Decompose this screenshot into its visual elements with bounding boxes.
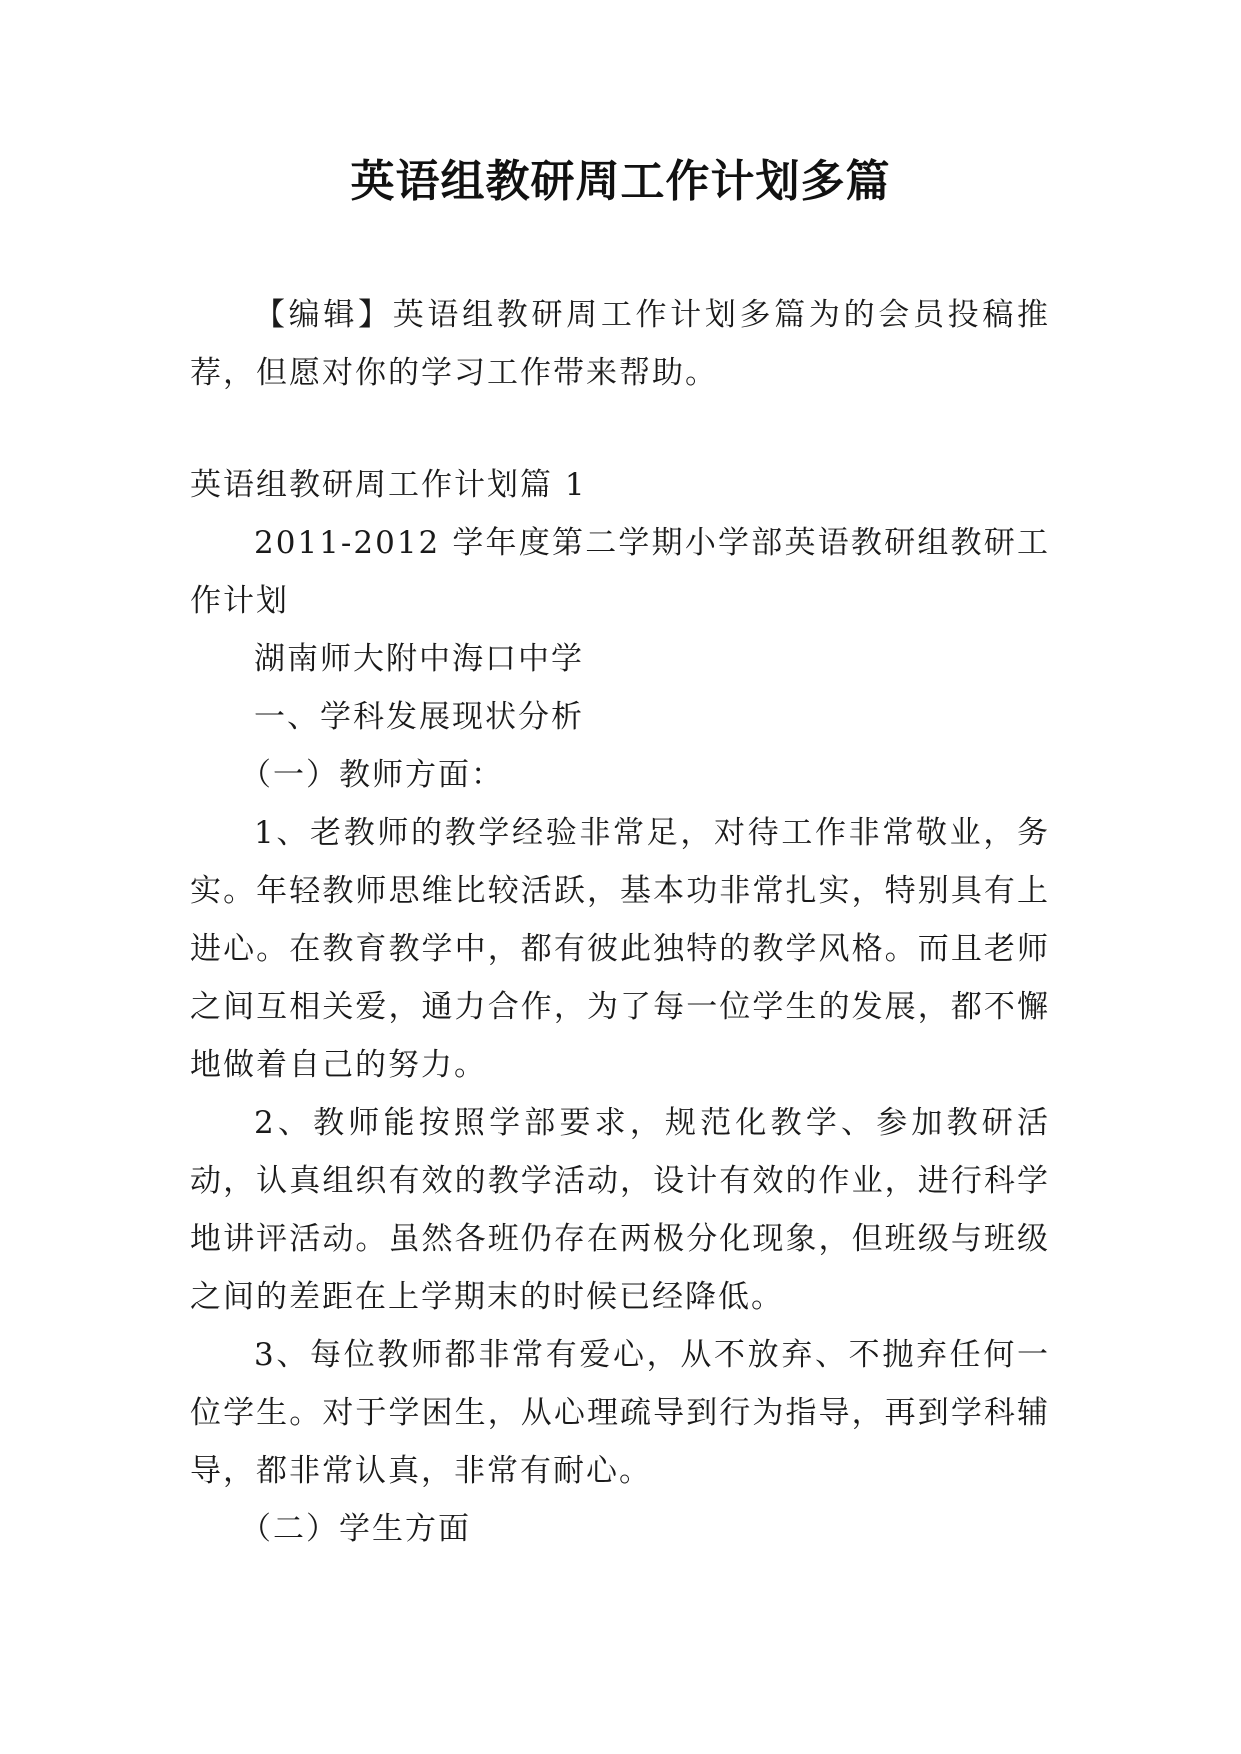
document-title: 英语组教研周工作计划多篇	[350, 156, 891, 207]
school-name-paragraph: 湖南师大附中海口中学	[254, 641, 584, 677]
teacher-aspect-heading: （一）教师方面：	[240, 757, 504, 793]
plan-title-paragraph: 2011-2012 学年度第二学期小学部英语教研组教研工作计划	[190, 525, 1050, 619]
subsection-heading: 一、学科发展现状分析	[254, 699, 584, 735]
intro-paragraph: 【编辑】英语组教研周工作计划多篇为的会员投稿推荐，但愿对你的学习工作带来帮助。	[190, 297, 1050, 391]
body-paragraph: 2、教师能按照学部要求，规范化教学、参加教研活动，认真组织有效的教学活动，设计有效的作业，进行科学地讲评活动。虽然各班仍存在两极分化现象，但班级与班级之间的差距在上学期末的时候已经降低。	[190, 1105, 1050, 1315]
document-body	[190, 286, 1050, 1558]
body-paragraph: 3、每位教师都非常有爱心，从不放弃、不抛弃任何一位学生。对于学困生，从心理疏导到行为指导，再到学科辅导，都非常认真，非常有耐心。	[190, 1337, 1050, 1489]
body-paragraph: 1、老教师的教学经验非常足，对待工作非常敬业，务实。年轻教师思维比较活跃，基本功非常扎实，特别具有上进心。在教育教学中，都有彼此独特的教学风格。而且老师之间互相关爱，通力合作，为了每一位学生的发展，都不懈地做着自己的努力。	[190, 815, 1050, 1083]
section-heading: 英语组教研周工作计划篇 1	[190, 467, 587, 503]
student-aspect-heading: （二）学生方面	[240, 1511, 471, 1547]
